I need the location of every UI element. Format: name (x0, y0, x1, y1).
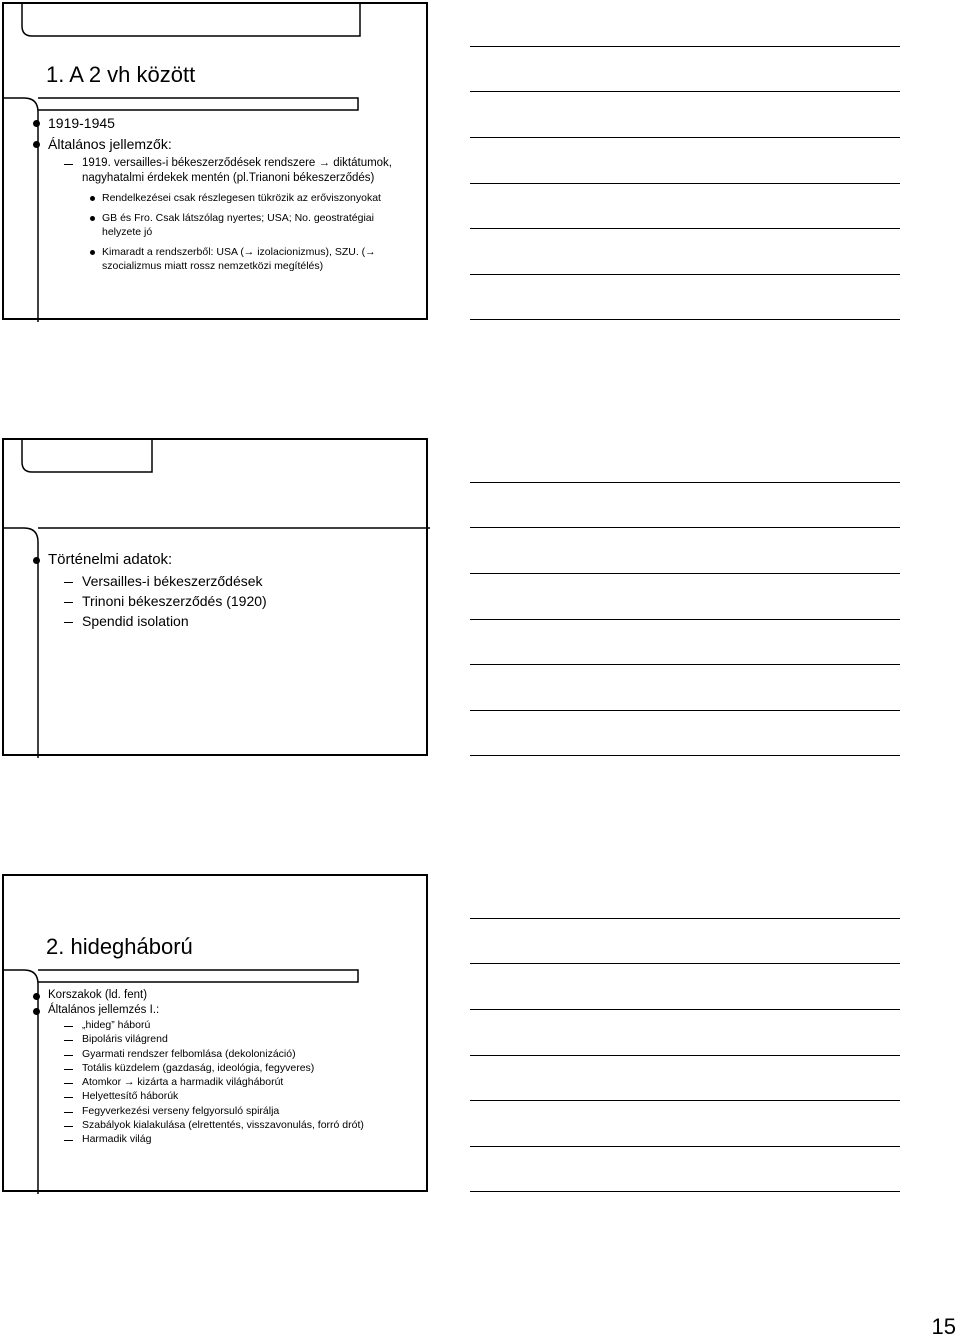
note-line (470, 319, 900, 320)
note-line (470, 1100, 900, 1101)
sub-bullet-item: Atomkor → kizárta a harmadik világháborút (32, 1075, 412, 1089)
slide-content (32, 988, 412, 1147)
note-line (470, 918, 900, 919)
sub-bullet-item: Bipoláris világrend (32, 1032, 412, 1046)
note-line (470, 46, 900, 47)
note-line (470, 527, 900, 528)
note-line (470, 1191, 900, 1192)
sub-bullet-item: 1919. versailles-i békeszerződések rendszere → diktátumok, nagyhatalmi érdekek mentén (pl.Trianoni békeszerződés) (32, 156, 412, 185)
note-line (470, 619, 900, 620)
sub-bullet-item: „hideg” háború (32, 1018, 412, 1032)
note-line (470, 710, 900, 711)
bullet-item: Korszakok (ld. fent) (32, 988, 412, 1003)
note-line (470, 1009, 900, 1010)
note-line (470, 482, 900, 483)
sub-bullet-item: Spendid isolation (32, 611, 412, 631)
sub-bullet-item: Totális küzdelem (gazdaság, ideológia, fegyveres) (32, 1061, 412, 1075)
note-line (470, 137, 900, 138)
note-line (470, 1146, 900, 1147)
note-line (470, 228, 900, 229)
slide-3 (2, 874, 428, 1192)
note-line (470, 755, 900, 756)
slide-2 (2, 438, 428, 756)
sub-bullet-item: Fegyverkezési verseny felgyorsuló spirálja (32, 1104, 412, 1118)
sub-bullet-item: Gyarmati rendszer felbomlása (dekolonizáció) (32, 1047, 412, 1061)
note-line (470, 1055, 900, 1056)
bullet-item: Történelmi adatok: (32, 550, 412, 570)
note-line (470, 963, 900, 964)
note-line (470, 274, 900, 275)
sub-bullet-item: Trinoni békeszerződés (1920) (32, 591, 412, 611)
slide-1 (2, 2, 428, 320)
sub-bullet-item: Helyettesítő háborúk (32, 1089, 412, 1103)
bullet-item: Általános jellemzők: (32, 135, 412, 154)
note-line (470, 183, 900, 184)
slide-title: 2. hidegháború (46, 934, 193, 959)
bullet-item: 1919-1945 (32, 114, 412, 133)
slide-content (32, 114, 412, 273)
sub-bullet-item: Szabályok kialakulása (elrettentés, visszavonulás, forró drót) (32, 1118, 412, 1132)
sub-sub-bullet-item: GB és Fro. Csak látszólag nyertes; USA; No. geostratégiai helyzete jó (32, 211, 412, 239)
note-line (470, 664, 900, 665)
slide-title: 1. A 2 vh között (46, 62, 196, 87)
note-line (470, 91, 900, 92)
sub-sub-bullet-item: Kimaradt a rendszerből: USA (→ izolacionizmus), SZU. (→ szocializmus miatt rossz nemzetközi megítélés) (32, 245, 412, 273)
sub-bullet-item: Harmadik világ (32, 1132, 412, 1146)
sub-sub-bullet-item: Rendelkezései csak részlegesen tükrözik az erőviszonyokat (32, 191, 412, 205)
note-line (470, 573, 900, 574)
slide-content (32, 550, 412, 631)
page-number: 15 (931, 1314, 956, 1339)
bullet-item: Általános jellemzés I.: (32, 1003, 412, 1018)
sub-bullet-item: Versailles-i békeszerződések (32, 571, 412, 591)
